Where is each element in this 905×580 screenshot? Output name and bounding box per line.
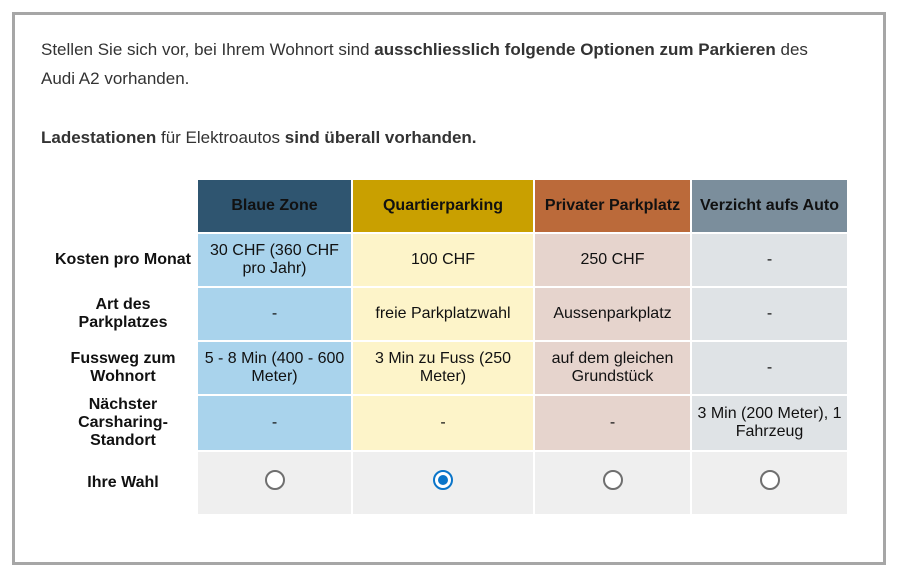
column-header-blaue-zone: Blaue Zone bbox=[197, 179, 352, 233]
charging-bold-label: Ladestationen bbox=[41, 128, 157, 147]
survey-question-frame bbox=[12, 12, 886, 565]
table-cell: - bbox=[691, 287, 848, 341]
charging-text-part: für Elektroautos bbox=[156, 128, 285, 147]
table-row-art bbox=[49, 287, 848, 341]
table-cell: Aussenparkplatz bbox=[534, 287, 691, 341]
table-row-fussweg bbox=[49, 341, 848, 395]
table-cell: 3 Min (200 Meter), 1 Fahrzeug bbox=[691, 395, 848, 451]
column-header-quartierparking: Quartierparking bbox=[352, 179, 534, 233]
choice-cell-privater-parkplatz[interactable] bbox=[534, 451, 691, 515]
intro-text bbox=[41, 35, 841, 93]
charging-note bbox=[41, 123, 477, 152]
table-row-choice bbox=[49, 451, 848, 515]
options-table bbox=[48, 178, 849, 516]
intro-text-part: des Audi A2 vorhanden. bbox=[41, 40, 808, 88]
table-corner bbox=[49, 179, 197, 233]
choice-label: Ihre Wahl bbox=[49, 451, 197, 515]
table-cell: - bbox=[197, 287, 352, 341]
table-cell: - bbox=[534, 395, 691, 451]
table-cell: 3 Min zu Fuss (250 Meter) bbox=[352, 341, 534, 395]
row-label: Nächster Carsharing-Standort bbox=[49, 395, 197, 451]
table-cell: 250 CHF bbox=[534, 233, 691, 287]
radio-privater-parkplatz[interactable] bbox=[603, 470, 623, 490]
charging-bold-statement: sind überall vorhanden. bbox=[284, 128, 477, 147]
row-label: Fussweg zum Wohnort bbox=[49, 341, 197, 395]
table-cell: 30 CHF (360 CHF pro Jahr) bbox=[197, 233, 352, 287]
table-cell: - bbox=[352, 395, 534, 451]
choice-cell-blaue-zone[interactable] bbox=[197, 451, 352, 515]
intro-bold-options: ausschliesslich folgende Optionen zum Parkieren bbox=[374, 40, 776, 59]
table-cell: auf dem gleichen Grundstück bbox=[534, 341, 691, 395]
radio-verzicht-aufs-auto[interactable] bbox=[760, 470, 780, 490]
choice-cell-verzicht-aufs-auto[interactable] bbox=[691, 451, 848, 515]
column-header-verzicht-aufs-auto: Verzicht aufs Auto bbox=[691, 179, 848, 233]
table-cell: 100 CHF bbox=[352, 233, 534, 287]
table-cell: 5 - 8 Min (400 - 600 Meter) bbox=[197, 341, 352, 395]
row-label: Art des Parkplatzes bbox=[49, 287, 197, 341]
column-header-privater-parkplatz: Privater Parkplatz bbox=[534, 179, 691, 233]
choice-cell-quartierparking[interactable] bbox=[352, 451, 534, 515]
intro-text-part: Stellen Sie sich vor, bei Ihrem Wohnort sind bbox=[41, 40, 375, 59]
table-header-row bbox=[49, 179, 848, 233]
radio-quartierparking[interactable] bbox=[433, 470, 453, 490]
radio-blaue-zone[interactable] bbox=[265, 470, 285, 490]
row-label: Kosten pro Monat bbox=[49, 233, 197, 287]
table-cell: - bbox=[691, 341, 848, 395]
table-row-carsharing bbox=[49, 395, 848, 451]
table-cell: - bbox=[197, 395, 352, 451]
table-row-kosten bbox=[49, 233, 848, 287]
table-cell: freie Parkplatzwahl bbox=[352, 287, 534, 341]
table-cell: - bbox=[691, 233, 848, 287]
